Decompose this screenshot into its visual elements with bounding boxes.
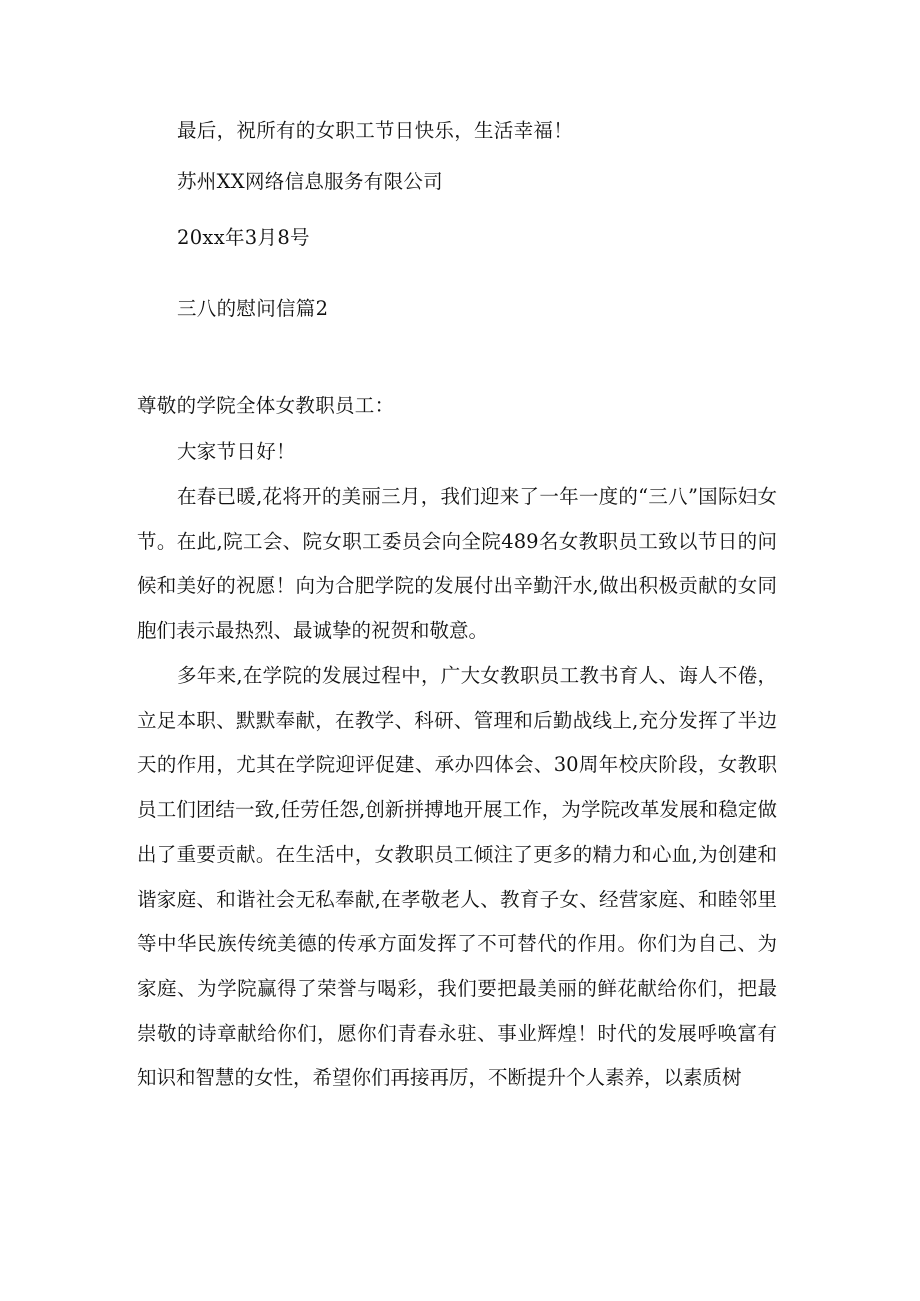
- letter-date: 20xx年3月8号: [177, 226, 310, 249]
- company-name: 苏州XX网络信息服务有限公司: [177, 170, 443, 193]
- closing-wish: 最后，祝所有的女职工节日快乐，生活幸福！: [177, 119, 574, 142]
- salutation: 尊敬的学院全体女教职员工：: [137, 394, 395, 417]
- paragraph-1: 在春已暖,花将开的美丽三月，我们迎来了一年一度的“三八”国际妇女节。在此,院工会、院女职工委员会向全院489名女教职员工致以节日的问候和美好的祝愿！向为合肥学院的发展付出辛勤汗水,做出积极贡献的女同胞们表示最热烈、最诚挚的祝贺和敬意。: [137, 485, 777, 643]
- greeting: 大家节日好！: [177, 440, 296, 463]
- section-title: 三八的慰问信篇2: [177, 297, 329, 320]
- paragraph-2: 多年来,在学院的发展过程中，广大女教职员工教书育人、诲人不倦，立足本职、默默奉献，在教学、科研、管理和后勤战线上,充分发挥了半边天的作用，尤其在学院迎评促建、承办四体会、30周年校庆阶段，女教职员工们团结一致,任劳任怨,创新拼搏地开展工作，为学院改革发展和稳定做出了重要贡献。在生活中，女教职员工倾注了更多的精力和心血,为创建和谐家庭、和谐社会无私奉献,在孝敬老人、教育子女、经营家庭、和睦邻里等中华民族传统美德的传承方面发挥了不可替代的作用。你们为自己、为家庭、为学院赢得了荣誉与喝彩，我们要把最美丽的鲜花献给你们，把最崇敬的诗章献给你们，愿你们青春永驻、事业辉煌！时代的发展呼唤富有知识和智慧的女性，希望你们再接再厉，不断提升个人素养，以素质树: [137, 664, 777, 1090]
